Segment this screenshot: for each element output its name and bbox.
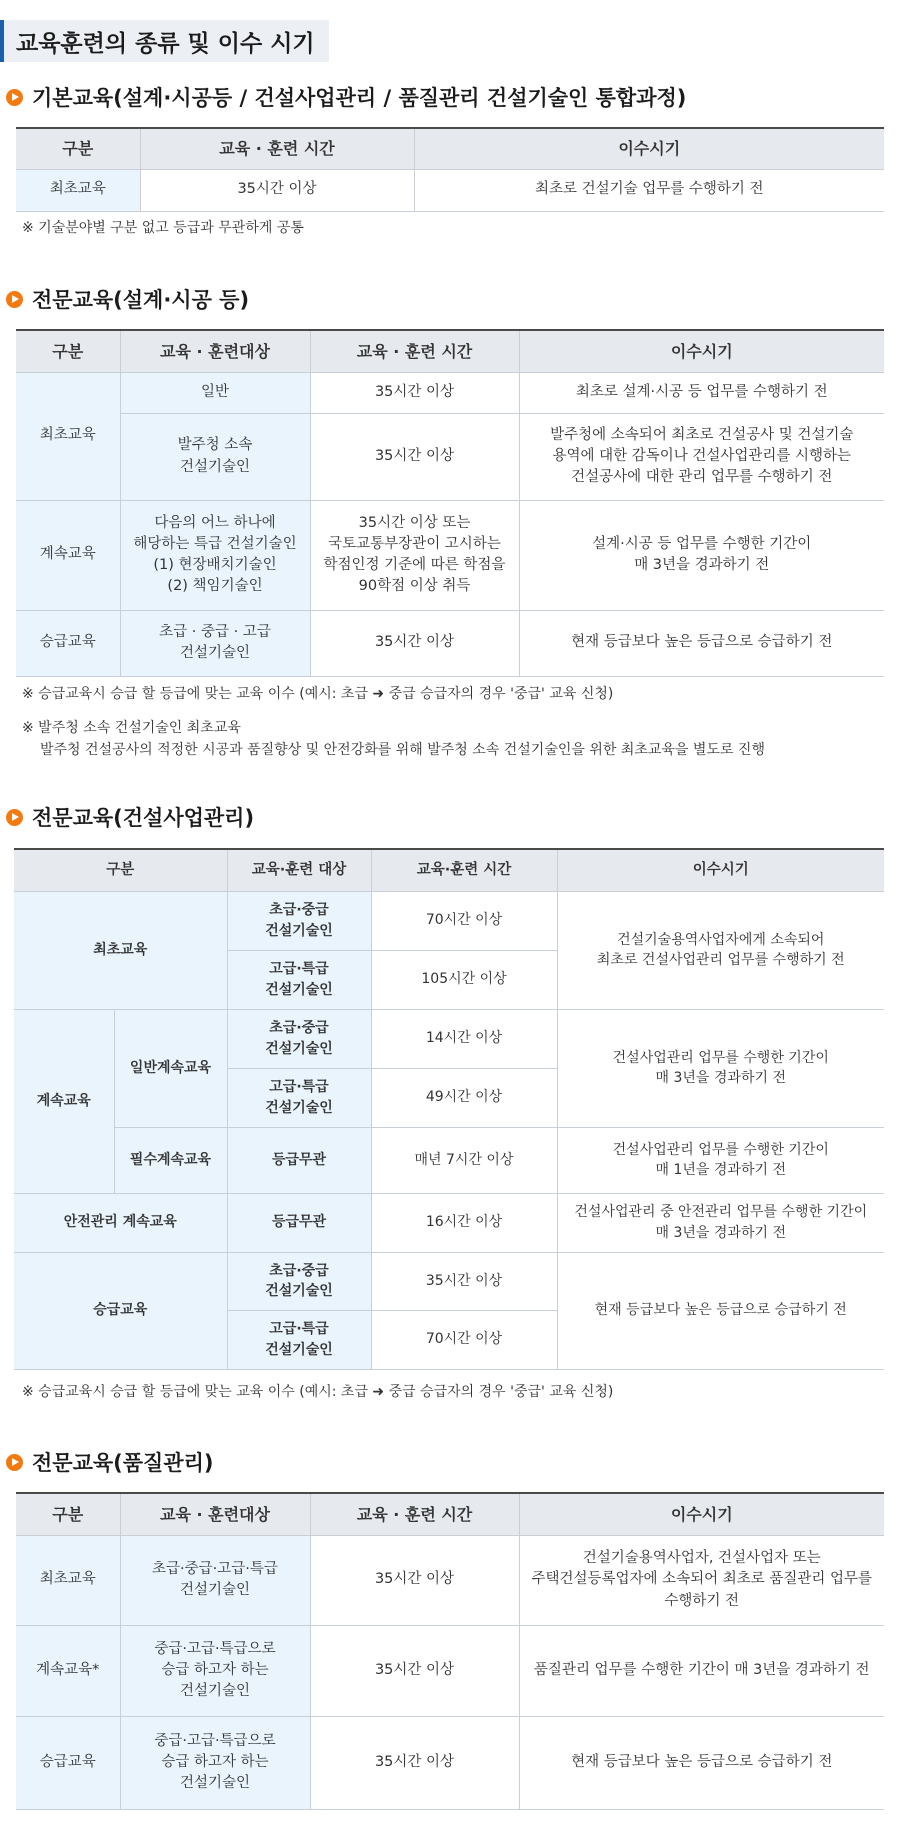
text-line: 초급·중급·고급·특급: [152, 1560, 278, 1577]
text-line: 건설기술인: [265, 1099, 333, 1116]
text-line: 건설기술인: [265, 1040, 333, 1057]
text-line: 건설기술인: [179, 1775, 251, 1791]
text-line: 주택건설등록업자에 소속되어 최초로 품질관리 업무를: [531, 1571, 873, 1588]
table-row: [14, 1009, 884, 1068]
text-line: 매 3년을 경과하기 전: [655, 1224, 786, 1241]
cell-hours: 35시간 이상: [310, 1535, 519, 1625]
text-line: 건설사업관리 업무를 수행한 기간이: [612, 1049, 829, 1066]
section-title-text: 전문교육(품질관리): [32, 1451, 214, 1475]
header-category: 구분: [16, 128, 140, 169]
header-category: 구분: [16, 330, 120, 372]
text-line: 매 3년을 경과하기 전: [655, 1070, 786, 1086]
text-line: 초급·중급: [269, 902, 329, 919]
text-line: 중급·고급·특급으로: [154, 1732, 276, 1749]
cell-category: 최초교육: [14, 891, 227, 1009]
section-design-note-client: [22, 718, 765, 761]
text-line: 건설기술인: [265, 1341, 333, 1358]
text-line: 수행하기 전: [664, 1592, 740, 1609]
cell-target: [227, 1068, 371, 1127]
text-line: 승급 하고자 하는: [161, 1661, 269, 1678]
cell-timing: 최초로 설계·시공 등 업무를 수행하기 전: [519, 372, 884, 413]
cell-category: 계속교육: [14, 1009, 114, 1193]
right-arrow-icon: ➜: [372, 686, 385, 702]
note-text: ※ 승급교육시 승급 할 등급에 맞는 교육 이수 (예시: 초급: [22, 686, 373, 702]
table-row: [14, 1193, 884, 1252]
header-target: 교육 · 훈련대상: [120, 330, 310, 372]
cell-hours: 매년 7시간 이상: [371, 1127, 557, 1193]
text-line: 국토교통부장관이 고시하는: [328, 535, 501, 552]
header-timing: 이수시기: [519, 330, 884, 372]
table-row: [16, 1716, 884, 1809]
text-line: (2) 책임기술인: [167, 578, 263, 595]
header-hours: 교육 · 훈련 시간: [310, 330, 519, 372]
cell-category: 최초교육: [16, 169, 140, 211]
text-line: 건설기술인: [179, 1683, 251, 1699]
text-line: 건설기술인: [179, 1582, 251, 1598]
cell-timing: [557, 1193, 884, 1252]
table-row: [16, 413, 884, 500]
cell-timing: [519, 500, 884, 610]
note-text: 발주청 건설공사의 적정한 시공과 품질향상 및 안전강화를 위해 발주청 소속 건설기술인을 위한 최초교육을 별도로 진행: [40, 741, 765, 758]
orange-play-bullet-icon: [6, 291, 23, 308]
section-title-text: 기본교육(설계·시공등 / 건설사업관리 / 품질관리 건설기술인 통합과정): [32, 86, 687, 110]
section-construction-management-title: [6, 802, 254, 832]
cell-category: 최초교육: [16, 372, 120, 500]
section-basic-title: [6, 82, 686, 112]
table-header-row: [14, 849, 884, 891]
header-hours: 교육 · 훈련 시간: [310, 1493, 519, 1535]
header-category: 구분: [16, 1493, 120, 1535]
cell-hours: 105시간 이상: [371, 950, 557, 1009]
section-quality-management-title: [6, 1447, 213, 1477]
section-basic-note: ※ 기술분야별 구분 없고 등급과 무관하게 공통: [22, 220, 304, 236]
cell-target: [227, 891, 371, 950]
table-row: [14, 1252, 884, 1310]
text-line: 35시간 이상 또는: [358, 514, 471, 531]
cell-timing: 현재 등급보다 높은 등급으로 승급하기 전: [519, 610, 884, 676]
text-line: 초급·중급: [269, 1020, 329, 1037]
design-construction-table: [16, 329, 884, 677]
cell-hours: 49시간 이상: [371, 1068, 557, 1127]
cell-category: 승급교육: [16, 1716, 120, 1809]
text-line: 고급·특급: [269, 1079, 329, 1096]
header-category: 구분: [14, 849, 227, 891]
cell-target: [227, 1252, 371, 1310]
table-row: [16, 1625, 884, 1716]
cell-subcategory: 일반계속교육: [114, 1009, 227, 1127]
cell-hours: 35시간 이상: [310, 413, 519, 500]
text-line: 고급·특급: [269, 1321, 329, 1338]
table-row: [14, 1127, 884, 1193]
cell-timing: [557, 1009, 884, 1127]
cell-target: [120, 610, 310, 676]
text-line: 건설사업관리 중 안전관리 업무를 수행한 기간이: [574, 1204, 868, 1221]
cell-timing: [519, 413, 884, 500]
orange-play-bullet-icon: [6, 89, 23, 106]
section-cm-note-promotion: [22, 1382, 613, 1404]
text-line: 용역에 대한 감독이나 건설사업관리를 시행하는: [552, 447, 852, 464]
construction-management-table: [14, 848, 884, 1370]
text-line: 설계·시공 등 업무를 수행한 기간이: [592, 535, 812, 552]
cell-category: 승급교육: [16, 610, 120, 676]
text-line: 매 3년을 경과하기 전: [634, 557, 770, 573]
text-line: 건설기술용역사업자, 건설사업자 또는: [582, 1550, 821, 1567]
quality-management-table: [16, 1492, 884, 1810]
cell-target: 등급무관: [227, 1193, 371, 1252]
cell-timing: 현재 등급보다 높은 등급으로 승급하기 전: [519, 1716, 884, 1809]
cell-hours: 35시간 이상: [310, 372, 519, 413]
text-line: 초급·중급: [269, 1262, 329, 1279]
cell-target: 일반: [120, 372, 310, 413]
text-line: 건설기술인: [265, 1283, 333, 1299]
header-hours: 교육 · 훈련 시간: [140, 128, 414, 169]
cell-target: [120, 1535, 310, 1625]
cell-category: 승급교육: [14, 1252, 227, 1369]
table-row: [16, 169, 884, 211]
cell-category: 최초교육: [16, 1535, 120, 1625]
cell-hours: 35시간 이상: [310, 1716, 519, 1809]
header-timing: 이수시기: [519, 1493, 884, 1535]
cell-hours: 14시간 이상: [371, 1009, 557, 1068]
cell-timing: 현재 등급보다 높은 등급으로 승급하기 전: [557, 1252, 884, 1369]
section-title-text: 전문교육(건설사업관리): [32, 806, 255, 830]
text-line: (1) 현장배치기술인: [153, 557, 277, 573]
cell-hours: 70시간 이상: [371, 1310, 557, 1369]
note-text: 중급 승급자의 경우 '중급' 교육 신청): [384, 1384, 614, 1400]
text-line: 중급·고급·특급으로: [154, 1640, 276, 1657]
cell-timing: 품질관리 업무를 수행한 기간이 매 3년을 경과하기 전: [519, 1625, 884, 1716]
cell-timing: [519, 1535, 884, 1625]
cell-hours: 35시간 이상: [140, 169, 414, 211]
text-line: 건설기술인: [179, 645, 251, 661]
cell-subcategory: 필수계속교육: [114, 1127, 227, 1193]
text-line: 건설사업관리 업무를 수행한 기간이: [612, 1141, 829, 1158]
cell-timing: [557, 891, 884, 1009]
text-line: 발주청 소속: [177, 437, 253, 454]
text-line: 매 1년을 경과하기 전: [655, 1162, 786, 1178]
cell-hours: 35시간 이상: [310, 1625, 519, 1716]
text-line: 건설기술인: [265, 981, 333, 998]
table-header-row: [16, 128, 884, 169]
cell-hours: 35시간 이상: [371, 1252, 557, 1310]
header-hours: 교육·훈련 시간: [371, 849, 557, 891]
text-line: 승급 하고자 하는: [161, 1753, 269, 1770]
cell-hours: 70시간 이상: [371, 891, 557, 950]
note-text: ※ 승급교육시 승급 할 등급에 맞는 교육 이수 (예시: 초급: [22, 1384, 373, 1400]
cell-category: 계속교육: [16, 500, 120, 610]
cell-target: 등급무관: [227, 1127, 371, 1193]
cell-hours: 16시간 이상: [371, 1193, 557, 1252]
cell-target: [120, 500, 310, 610]
section-design-note-promotion: [22, 684, 613, 706]
section-design-construction-title: [6, 284, 249, 314]
orange-play-bullet-icon: [6, 1454, 23, 1471]
header-target: 교육·훈련 대상: [227, 849, 371, 891]
cell-category: 계속교육*: [16, 1625, 120, 1716]
cell-hours: 35시간 이상: [310, 610, 519, 676]
text-line: 다음의 어느 하나에: [154, 514, 276, 531]
table-row: [16, 610, 884, 676]
text-line: 고급·특급: [269, 961, 329, 978]
header-target: 교육 · 훈련대상: [120, 1493, 310, 1535]
header-timing: 이수시기: [414, 128, 884, 169]
cell-target: [227, 950, 371, 1009]
basic-education-table: [16, 127, 884, 212]
cell-category: 안전관리 계속교육: [14, 1193, 227, 1252]
cell-hours: [310, 500, 519, 610]
table-row: [14, 891, 884, 950]
cell-target: [227, 1310, 371, 1369]
cell-timing: [557, 1127, 884, 1193]
cell-timing: 최초로 건설기술 업무를 수행하기 전: [414, 169, 884, 211]
right-arrow-icon: ➜: [372, 1384, 385, 1400]
text-line: 초급 · 중급 · 고급: [159, 623, 271, 640]
text-line: 건설공사에 대한 관리 업무를 수행하기 전: [571, 469, 833, 485]
text-line: 건설기술용역사업자에게 소속되어: [617, 931, 825, 948]
note-text: ※ 발주청 소속 건설기술인 최초교육: [22, 720, 241, 736]
cell-target: [120, 413, 310, 500]
table-row: [16, 500, 884, 610]
text-line: 해당하는 특급 건설기술인: [133, 535, 297, 552]
text-line: 발주청에 소속되어 최초로 건설공사 및 건설기술: [550, 426, 854, 443]
header-timing: 이수시기: [557, 849, 884, 891]
table-row: [16, 1535, 884, 1625]
cell-target: [120, 1625, 310, 1716]
table-row: [16, 372, 884, 413]
text-line: 건설기술인: [265, 922, 333, 939]
cell-target: [120, 1716, 310, 1809]
text-line: 90학점 이상 취득: [358, 578, 471, 595]
note-text: 중급 승급자의 경우 '중급' 교육 신청): [384, 686, 614, 702]
section-title-text: 전문교육(설계·시공 등): [32, 288, 250, 312]
text-line: 학점인정 기준에 따른 학점을: [323, 557, 506, 573]
orange-play-bullet-icon: [6, 809, 23, 826]
page-title: 교육훈련의 종류 및 이수 시기: [0, 20, 329, 62]
cell-target: [227, 1009, 371, 1068]
text-line: 건설기술인: [179, 458, 251, 475]
text-line: 최초로 건설사업관리 업무를 수행하기 전: [596, 952, 845, 968]
table-header-row: [16, 1493, 884, 1535]
table-header-row: [16, 330, 884, 372]
